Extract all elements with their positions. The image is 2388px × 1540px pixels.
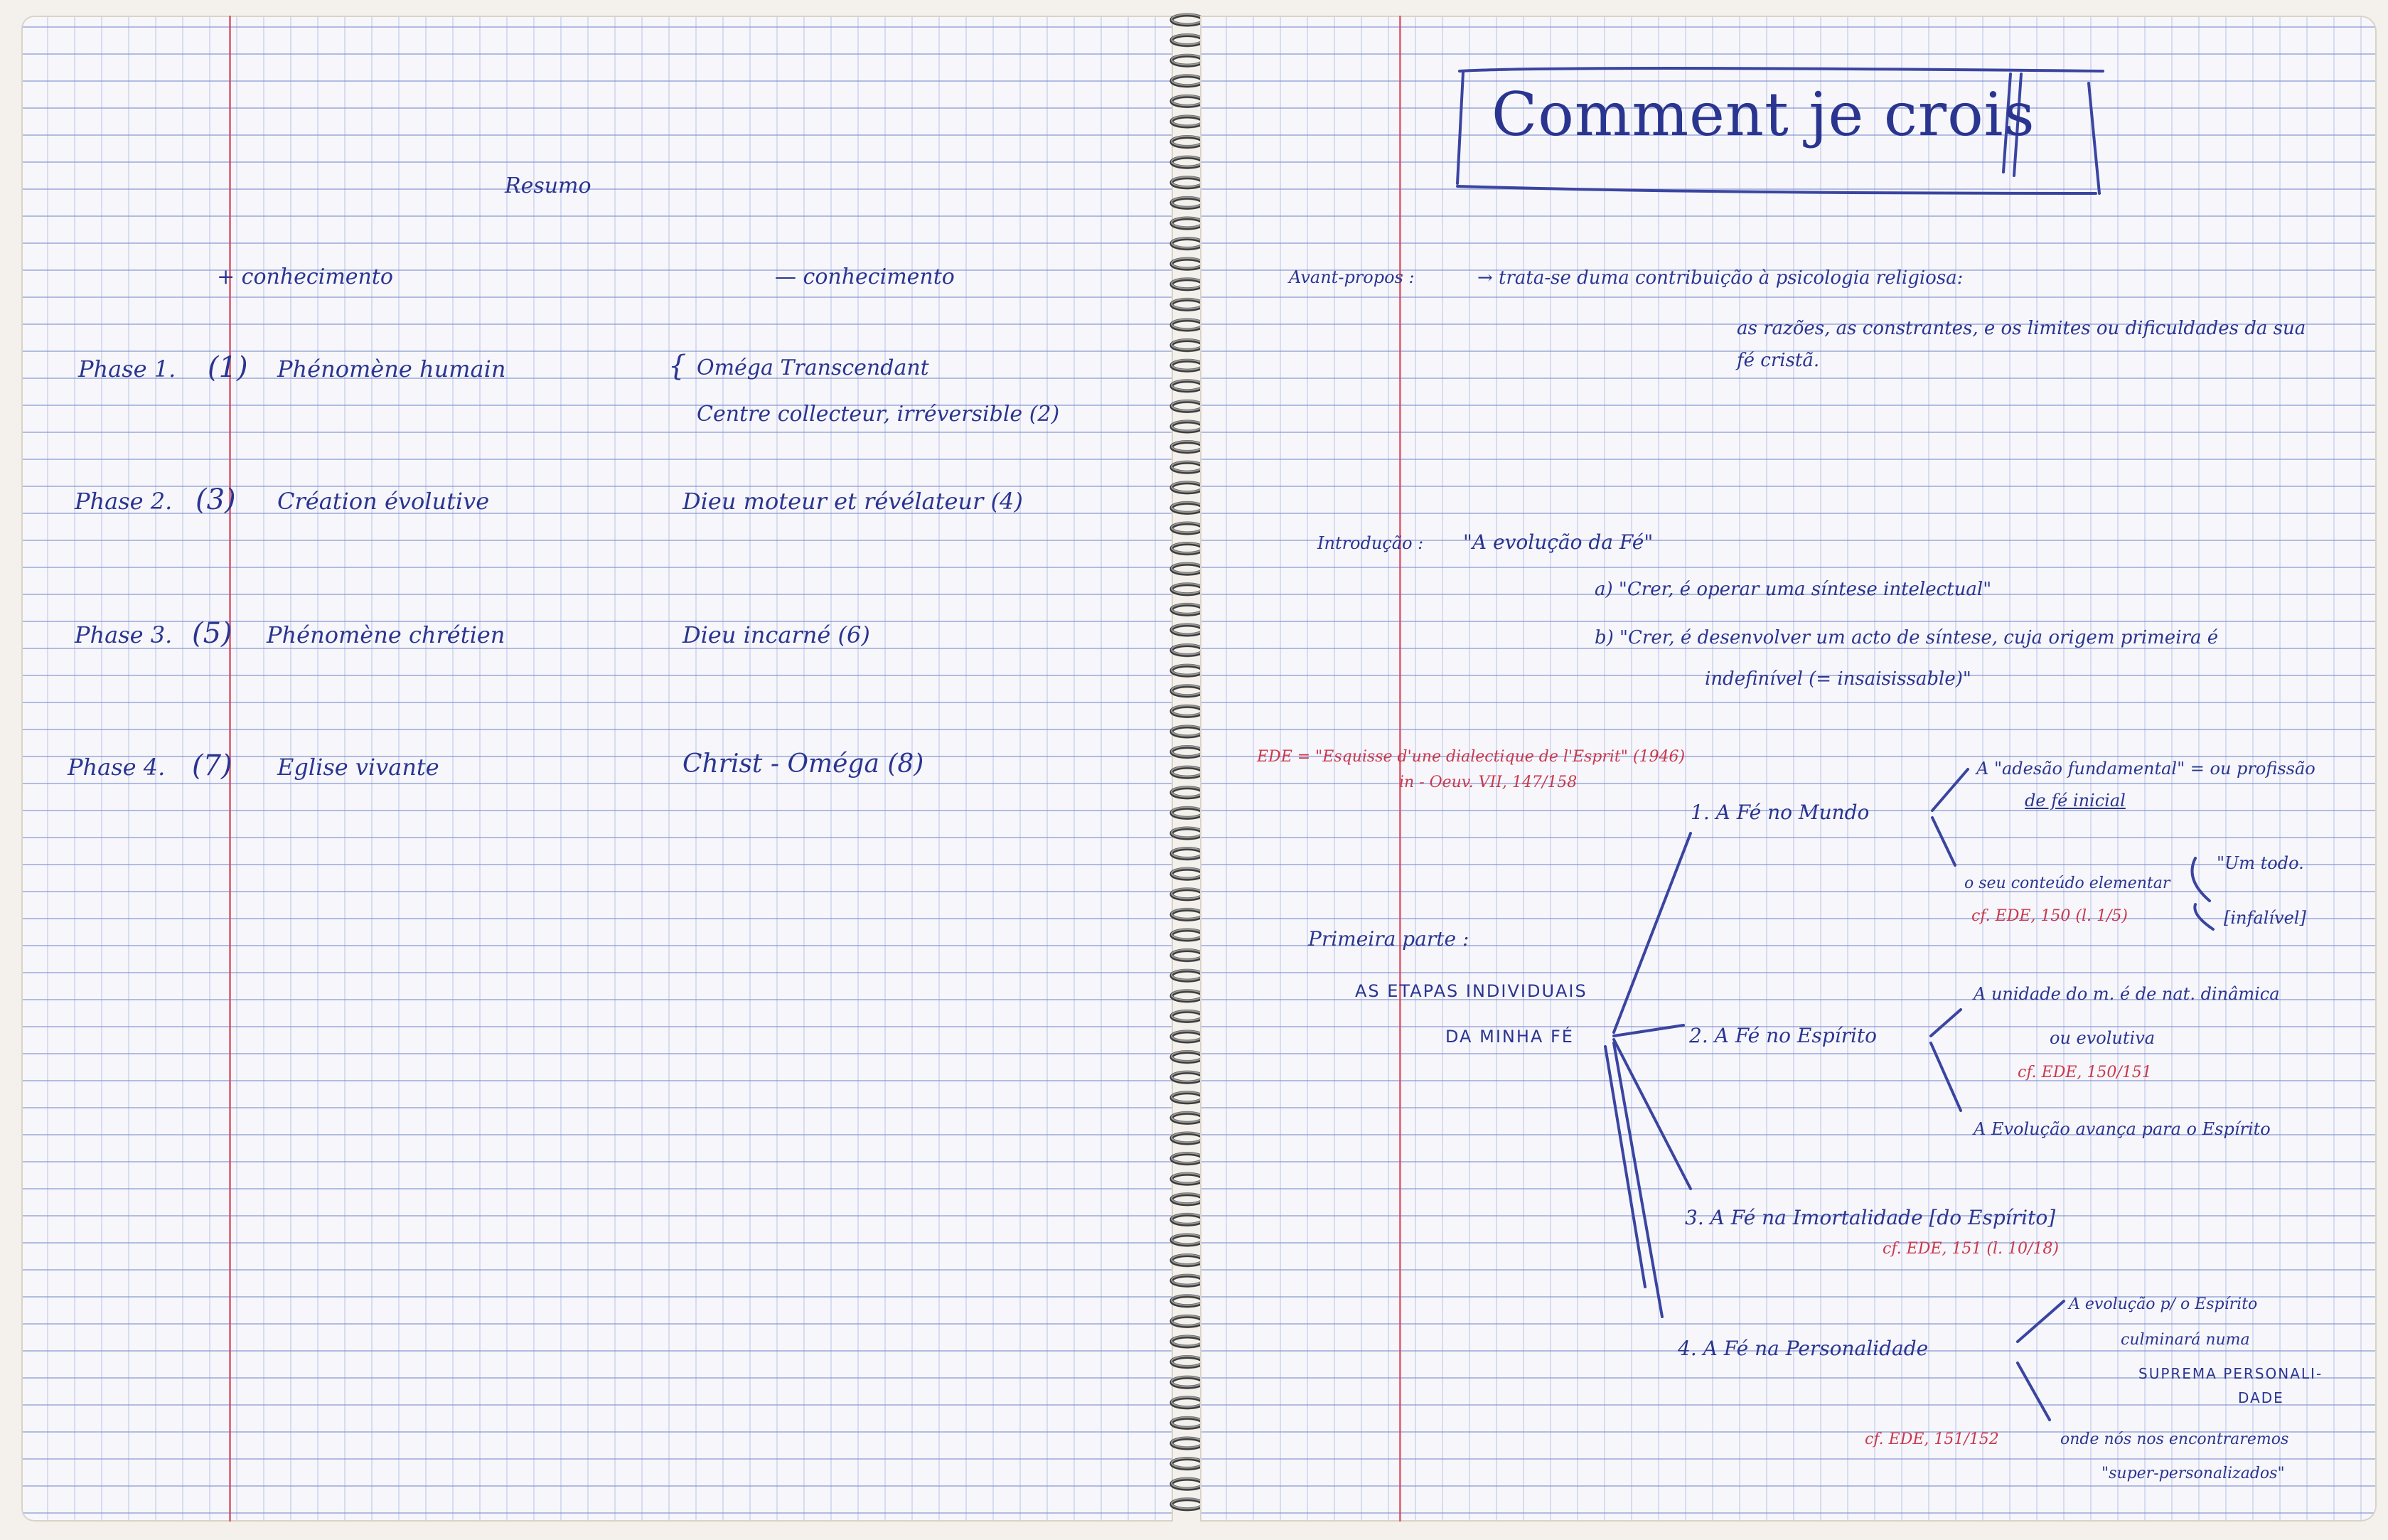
phase-4-label: Phase 4. <box>68 754 166 781</box>
phase-4-right: Christ - Oméga (8) <box>682 749 924 779</box>
phase-1-brace: { <box>668 350 687 383</box>
phase-2-number: (3) <box>196 483 236 516</box>
phase-1-number: (1) <box>208 351 248 384</box>
phase-2-label: Phase 2. <box>75 488 173 515</box>
phase-3-label: Phase 3. <box>75 621 173 648</box>
phase-2-title: Création évolutive <box>277 488 490 515</box>
page-title: Comment je crois <box>1492 80 2035 149</box>
ede-note-line-2: in - Oeuv. VII, 147/158 <box>1399 774 1578 791</box>
branch-2-sub-1: A unidade do m. é de nat. dinâmica <box>1974 984 2280 1004</box>
avant-propos-line-2: as razões, as constrantes, e os limites ou dificuldades da sua <box>1737 318 2306 339</box>
phase-1-right-1: Oméga Transcendant <box>697 355 929 380</box>
branch-3-ref: cf. EDE, 151 (l. 10/18) <box>1883 1240 2059 1258</box>
phase-2-right: Dieu moteur et révélateur (4) <box>682 488 1023 515</box>
branch-4-sub-4: "super-personalizados" <box>2101 1465 2285 1482</box>
primeira-parte-label: Primeira parte : <box>1308 927 1469 951</box>
introducao-heading: "A evolução da Fé" <box>1463 530 1654 554</box>
branch-2-sub-3: A Evolução avança para o Espírito <box>1974 1119 2271 1139</box>
phase-4-number: (7) <box>192 749 232 782</box>
branch-1-sub-1a: A "adesão fundamental" = ou profissão <box>1976 759 2315 779</box>
branch-3-title: 3. A Fé na Imortalidade [do Espírito] <box>1685 1206 2056 1229</box>
phase-1-title: Phénomène humain <box>277 355 506 383</box>
branch-4-caps-2: DADE <box>2238 1389 2284 1406</box>
avant-propos-line-3: fé cristã. <box>1737 350 1820 371</box>
introducao-b-1: b) "Crer, é desenvolver um acto de síntese, cuja origem primeira é <box>1595 627 2219 648</box>
branch-1-sub-3b: [infalível] <box>2224 908 2306 928</box>
column-minus-heading: — conhecimento <box>775 264 955 289</box>
branch-1-ref: cf. EDE, 150 (l. 1/5) <box>1971 907 2128 925</box>
resumo-heading: Resumo <box>505 173 591 198</box>
phase-3-title: Phénomène chrétien <box>267 621 505 648</box>
primeira-parte-caps-1: AS ETAPAS INDIVIDUAIS <box>1355 981 1587 1001</box>
branch-1-title: 1. A Fé no Mundo <box>1691 801 1870 824</box>
left-page <box>21 16 1173 1522</box>
phase-1-label: Phase 1. <box>78 355 176 383</box>
branch-4-caps-1: SUPREMA PERSONALI- <box>2138 1365 2323 1382</box>
branch-4-ref: cf. EDE, 151/152 <box>1865 1431 1999 1448</box>
introducao-b-2: indefinível (= insaisissable)" <box>1705 668 1971 690</box>
branch-4-sub-1: A evolução p/ o Espírito <box>2069 1295 2258 1313</box>
introducao-label: Introdução : <box>1317 533 1424 553</box>
branch-1-sub-2: o seu conteúdo elementar <box>1964 875 2170 892</box>
branch-2-title: 2. A Fé no Espírito <box>1689 1024 1878 1047</box>
phase-1-right-2: Centre collecteur, irréversible (2) <box>697 402 1060 427</box>
primeira-parte-caps-2: DA MINHA FÉ <box>1445 1027 1574 1047</box>
branch-4-sub-2: culminará numa <box>2121 1331 2250 1349</box>
phase-3-number: (5) <box>192 617 232 650</box>
phase-4-title: Eglise vivante <box>277 754 439 781</box>
branch-4-sub-3: onde nós nos encontraremos <box>2060 1431 2289 1448</box>
branch-4-title: 4. A Fé na Personalidade <box>1678 1337 1929 1360</box>
avant-propos-line-1: → trata-se duma contribuição à psicologia religiosa: <box>1477 267 1964 289</box>
right-page <box>1200 16 2377 1522</box>
phase-3-right: Dieu incarné (6) <box>682 621 870 648</box>
ede-note-line-1: EDE = "Esquisse d'une dialectique de l'Esprit" (1946) <box>1257 748 1686 766</box>
branch-2-sub-2: ou evolutiva <box>2050 1028 2156 1048</box>
branch-1-sub-3a: "Um todo. <box>2217 853 2304 873</box>
branch-1-sub-1b: de fé inicial <box>2025 791 2126 811</box>
column-plus-heading: + conhecimento <box>217 264 393 289</box>
avant-propos-label: Avant-propos : <box>1289 267 1415 287</box>
branch-2-ref: cf. EDE, 150/151 <box>2018 1064 2152 1081</box>
introducao-a: a) "Crer, é operar uma síntese intelectual" <box>1595 579 1992 600</box>
